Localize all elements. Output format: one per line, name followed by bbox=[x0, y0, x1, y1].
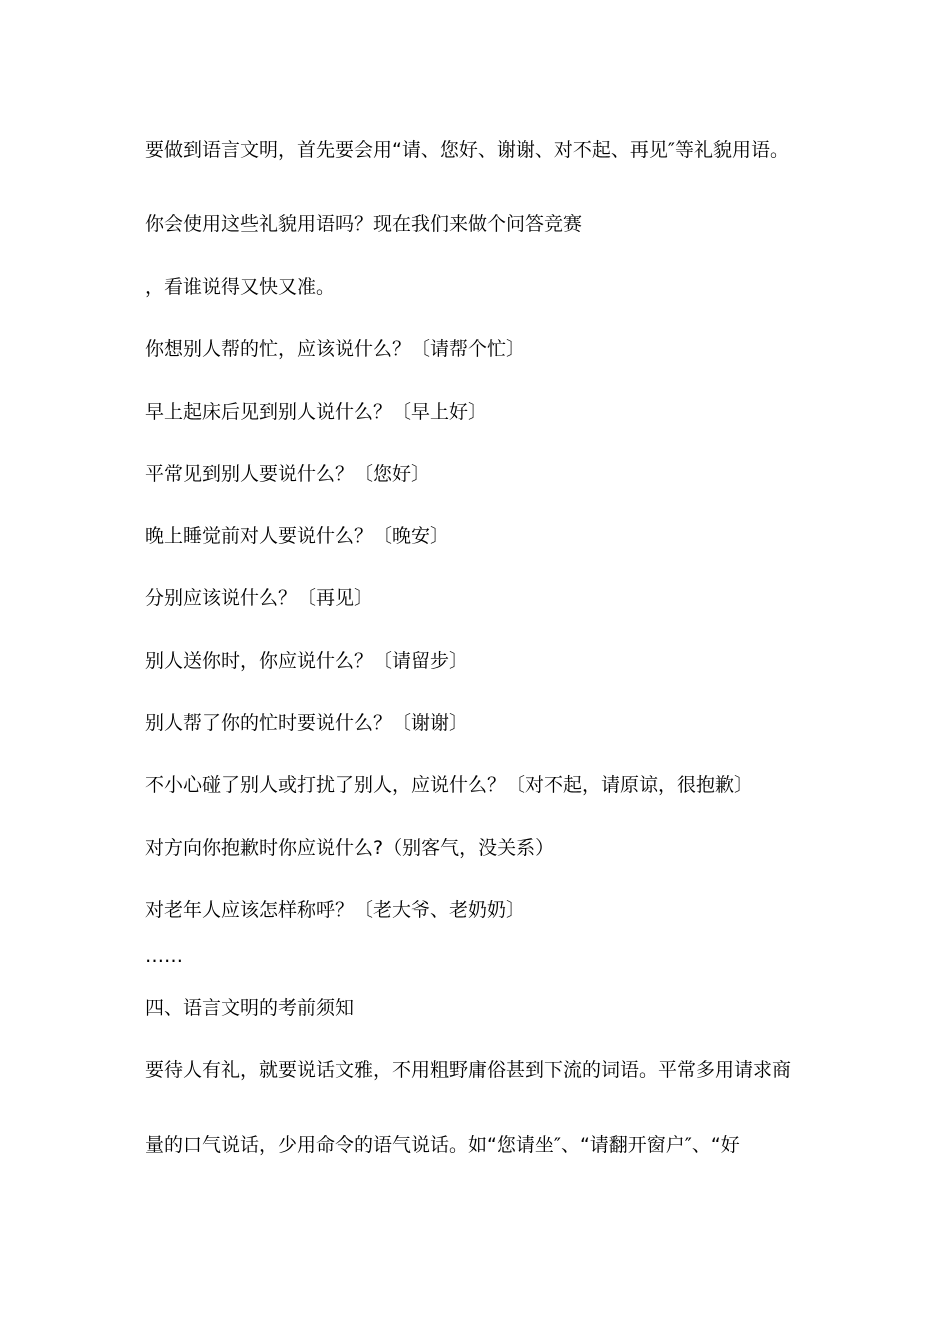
quiz-item-ask-help: 你想别人帮的忙，应该说什么？〔请帮个忙〕 bbox=[145, 338, 526, 360]
quiz-item-apology-reply: 对方向你抱歉时你应说什么?（别客气，没关系） bbox=[145, 837, 555, 859]
paragraph-quiz-intro: 你会使用这些礼貌用语吗？现在我们来做个问答竞赛 bbox=[145, 213, 583, 235]
paragraph-body-cont: 量的口气说话，少用命令的语气说话。如“您请坐″、“请翻开窗户″、“好 bbox=[145, 1134, 740, 1156]
quiz-item-morning: 早上起床后见到别人说什么？〔早上好〕 bbox=[145, 401, 488, 423]
quiz-item-farewell: 分别应该说什么？〔再见〕 bbox=[145, 587, 374, 609]
paragraph-body: 要待人有礼，就要说话文雅，不用粗野庸俗甚到下流的词语。平常多用请求商 bbox=[145, 1059, 792, 1081]
quiz-item-seeing-off: 别人送你时，你应说什么？〔请留步〕 bbox=[145, 650, 469, 672]
paragraph-quiz-intro-cont: ，看谁说得又快又准。 bbox=[145, 276, 336, 298]
quiz-item-elders: 对老年人应该怎样称呼？〔老大爷、老奶奶〕 bbox=[145, 899, 526, 921]
paragraph-intro: 要做到语言文明，首先要会用“请、您好、谢谢、对不起、再见″等礼貌用语。 bbox=[145, 139, 789, 161]
quiz-item-apology: 不小心碰了别人或打扰了别人，应说什么？〔对不起，请原谅，很抱歉〕 bbox=[145, 774, 754, 796]
quiz-item-thanks: 别人帮了你的忙时要说什么？〔谢谢〕 bbox=[145, 712, 469, 734]
quiz-item-night: 晚上睡觉前对人要说什么？〔晚安〕 bbox=[145, 525, 450, 547]
ellipsis: …… bbox=[145, 945, 183, 967]
quiz-item-greeting: 平常见到别人要说什么？〔您好〕 bbox=[145, 463, 431, 485]
section-heading: 四、语言文明的考前须知 bbox=[145, 997, 355, 1019]
